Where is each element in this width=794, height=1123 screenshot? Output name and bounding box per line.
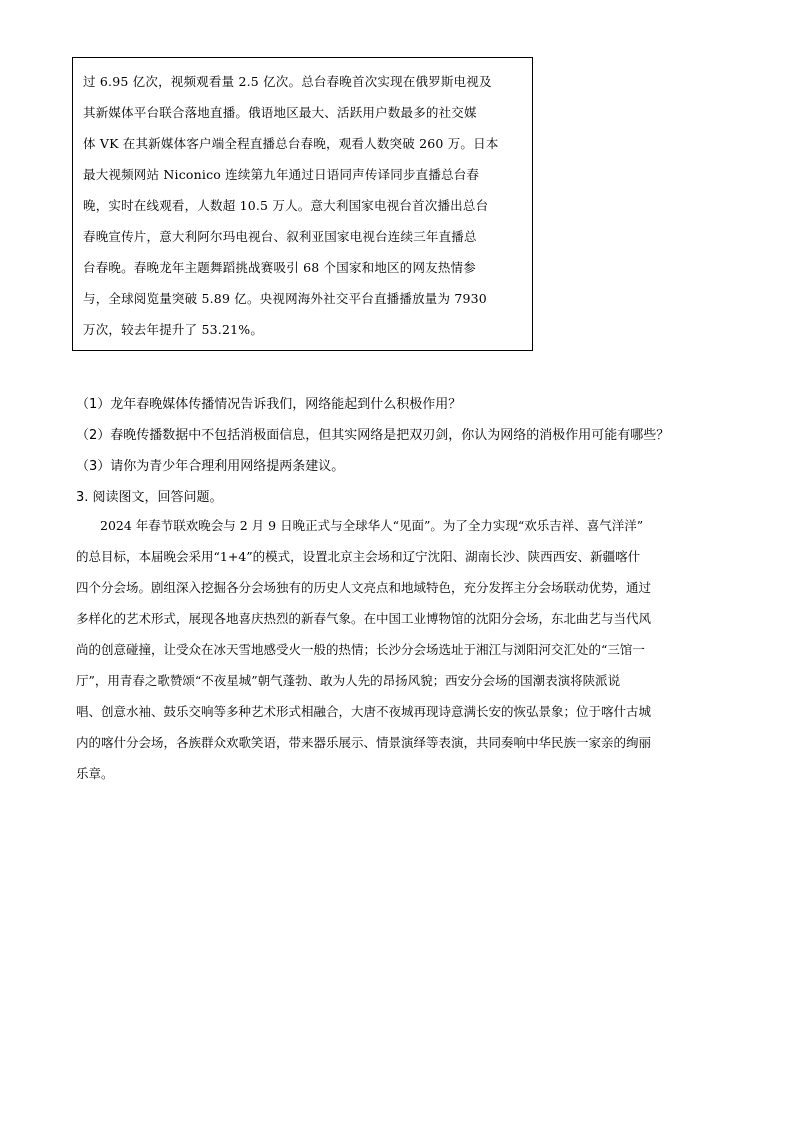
paragraph-line: 厅”，用青春之歌赞颂“不夜星城”朝气蓬勃、敢为人先的昂扬风貌；西安分会场的国潮表演将陕派说: [76, 673, 621, 688]
paragraph-line: 多样化的艺术形式，展现各地喜庆热烈的新春气象。在中国工业博物馆的沈阳分会场，东北曲艺与当代风: [76, 611, 652, 626]
box-line: 过 6.95 亿次，视频观看量 2.5 亿次。总台春晚首次实现在俄罗斯电视及: [83, 74, 492, 89]
paragraph-line: 的总目标，本届晚会采用“1+4”的模式，设置北京主会场和辽宁沈阳、湖南长沙、陕西西安、新疆喀什: [76, 549, 641, 564]
paragraph-line: 唱、创意水袖、鼓乐交响等多种艺术形式相融合，大唐不夜城再现诗意满长安的恢弘景象；位于喀什古城: [76, 704, 652, 719]
bordered-text-box: [72, 57, 533, 351]
question-1: （1）龙年春晚媒体传播情况告诉我们，网络能起到什么积极作用？: [76, 397, 462, 412]
box-line: 最大视频网站 Niconico 连续第九年通过日语同声传译同步直播总台春: [83, 167, 480, 182]
paragraph-line: 2024 年春节联欢晚会与 2 月 9 日晚正式与全球华人“见面”。为了全力实现“欢乐吉祥、喜气洋洋”: [100, 518, 644, 533]
box-line: 与，全球阅览量突破 5.89 亿。央视网海外社交平台直播播放量为 7930: [83, 291, 487, 306]
paragraph-line: 四个分会场。剧组深入挖掘各分会场独有的历史人文亮点和地域特色，充分发挥主分会场联动优势，通过: [76, 580, 652, 595]
box-line: 体 VK 在其新媒体客户端全程直播总台春晚，观看人数突破 260 万。日本: [83, 136, 499, 151]
question-2: （2）春晚传播数据中不包括消极面信息，但其实网络是把双刃剑，你认为网络的消极作用可能有哪些？: [76, 428, 670, 443]
section-heading: 3. 阅读图文，回答问题。: [76, 490, 223, 505]
box-line: 晚，实时在线观看，人数超 10.5 万人。意大利国家电视台首次播出总台: [83, 198, 489, 213]
question-3: （3）请你为青少年合理利用网络提两条建议。: [76, 459, 345, 474]
paragraph-line: 尚的创意碰撞，让受众在冰天雪地感受火一般的热情；长沙分会场选址于湘江与浏阳河交汇处的“三馆一: [76, 642, 645, 657]
paragraph-line: 乐章。: [76, 766, 114, 781]
paragraph-line: 内的喀什分会场，各族群众欢歌笑语，带来器乐展示、情景演绎等表演，共同奏响中华民族一家亲的绚丽: [76, 735, 652, 750]
box-line: 其新媒体平台联合落地直播。俄语地区最大、活跃用户数最多的社交媒: [83, 105, 477, 120]
box-line: 万次，较去年提升了 53.21%。: [83, 322, 264, 337]
box-line: 台春晚。春晚龙年主题舞蹈挑战赛吸引 68 个国家和地区的网友热情参: [83, 260, 476, 275]
box-line: 春晚宣传片，意大利阿尔玛电视台、叙利亚国家电视台连续三年直播总: [83, 229, 477, 244]
